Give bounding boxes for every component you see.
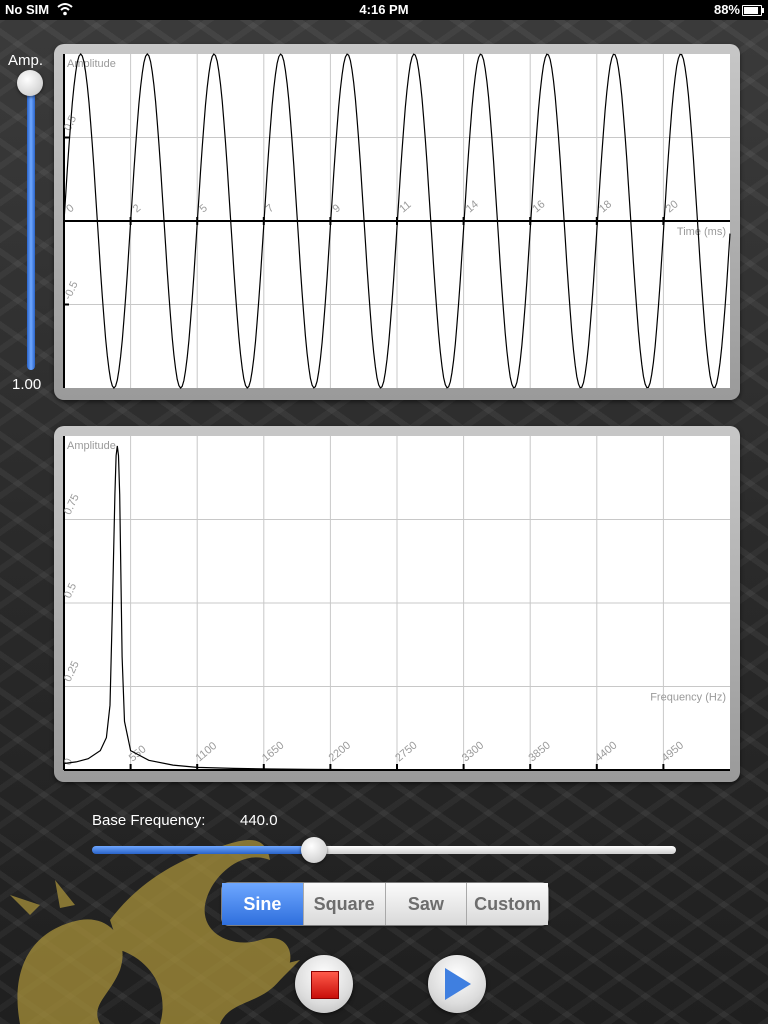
- amplitude-label: Amp.: [8, 52, 44, 69]
- battery-percent: 88%: [713, 2, 740, 17]
- status-bar: [0, 0, 768, 20]
- spectrum-chart: [54, 426, 740, 782]
- x-tick-label: 18: [597, 198, 615, 216]
- play-button[interactable]: [428, 955, 486, 1013]
- x-tick-label: 9: [330, 202, 344, 216]
- y-tick-label: 0.5: [61, 113, 80, 133]
- waveform-option-square[interactable]: Square: [303, 883, 385, 925]
- waveform-option-saw[interactable]: Saw: [385, 883, 467, 925]
- base-frequency-label: Base Frequency:: [92, 812, 206, 829]
- waveform-option-sine[interactable]: Sine: [222, 883, 303, 925]
- stop-button[interactable]: [295, 955, 353, 1013]
- x-tick-label: 20: [663, 198, 681, 216]
- stop-icon: [311, 971, 339, 999]
- x-tick-label: 3850: [526, 739, 553, 765]
- y-tick-label: 0.5: [61, 581, 80, 601]
- x-tick-label: 11: [397, 198, 414, 216]
- x-tick-label: 16: [530, 198, 548, 216]
- x-axis-title: Time (ms): [676, 226, 726, 238]
- x-tick-label: 2: [130, 202, 144, 216]
- x-tick-label: 3300: [459, 739, 487, 765]
- waveform-plot: [61, 54, 730, 388]
- x-tick-label: 5: [197, 202, 210, 216]
- waveform-option-custom[interactable]: Custom: [466, 883, 548, 925]
- y-tick-label: -0.5: [61, 279, 81, 302]
- y-tick-label: 0: [61, 756, 76, 768]
- waveform-selector: [221, 882, 549, 926]
- waveform-chart: [54, 44, 740, 400]
- amplitude-value: 1.00: [12, 376, 42, 393]
- battery-icon: [742, 5, 762, 16]
- x-tick-label: 2750: [393, 739, 420, 765]
- x-tick-label: 1650: [260, 739, 287, 765]
- y-tick-label: 0.25: [61, 659, 82, 684]
- x-tick-label: 4950: [659, 739, 687, 765]
- base-frequency-value: 440.0: [240, 812, 278, 829]
- play-icon: [445, 968, 471, 1000]
- clock: 4:16 PM: [359, 2, 409, 17]
- amplitude-slider-thumb[interactable]: [17, 70, 43, 96]
- frequency-slider-thumb[interactable]: [301, 837, 327, 863]
- y-tick-label: 0.75: [61, 492, 82, 517]
- x-tick-label: 0: [64, 202, 77, 216]
- x-tick-label: 550: [126, 743, 149, 765]
- x-tick-label: 7: [264, 202, 277, 216]
- x-axis-title: Frequency (Hz): [650, 691, 726, 704]
- frequency-slider-track-filled[interactable]: [92, 846, 314, 854]
- x-tick-label: 14: [463, 198, 481, 216]
- y-axis-title: Amplitude: [67, 58, 116, 70]
- amplitude-slider-track[interactable]: [27, 80, 35, 370]
- x-tick-label: 4400: [593, 739, 620, 765]
- x-tick-label: 1100: [193, 739, 220, 765]
- x-tick-label: 2200: [326, 739, 354, 765]
- frequency-slider-track[interactable]: [314, 846, 676, 854]
- carrier-label: No SIM: [5, 2, 50, 17]
- spectrum-plot: [61, 436, 730, 770]
- y-axis-title: Amplitude: [67, 440, 116, 452]
